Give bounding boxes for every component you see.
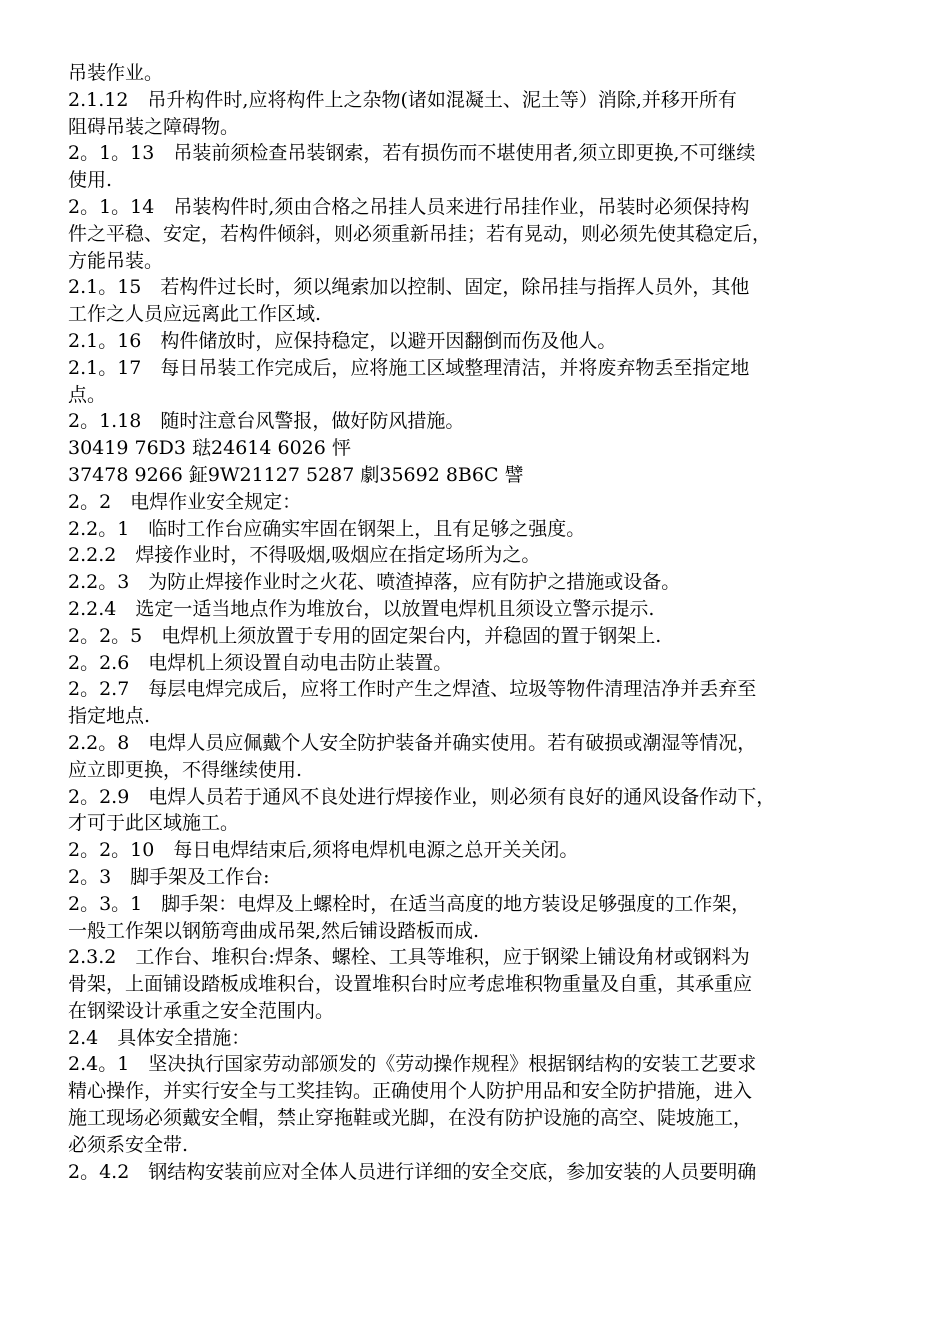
clause-2-2-1: 2.2。1 临时工作台应确实牢固在钢架上，且有足够之强度。	[68, 517, 586, 540]
clause-2-1-12: 2.1.12 吊升构件时,应将构件上之杂物(诸如混凝土、泥土等）消除,并移开所有	[68, 88, 737, 111]
text-line: 方能吊装。	[68, 249, 164, 272]
text-line: 使用.	[68, 169, 113, 192]
clause-2-2-6: 2。2.6 电焊机上须设置自动电击防止装置。	[68, 651, 453, 674]
text-line: 精心操作，并实行安全与工奖挂钩。正确使用个人防护用品和安全防护措施，进入	[68, 1080, 753, 1103]
clause-2-4-2: 2。4.2 钢结构安装前应对全体人员进行详细的安全交底，参加安装的人员要明确	[68, 1160, 757, 1183]
clause-2-1-16: 2.1。16 构件储放时，应保持稳定，以避开因翻倒而伤及他人。	[68, 329, 617, 352]
clause-2-2-8: 2.2。8 电焊人员应佩戴个人安全防护装备并确实使用。若有破损或潮湿等情况，	[68, 731, 757, 754]
clause-2-3-1: 2。3。1 脚手架：电焊及上螺栓时，在适当高度的地方装设足够强度的工作架，	[68, 892, 751, 915]
text-line: 骨架，上面铺设踏板成堆积台，设置堆积台时应考虑堆积物重量及自重，其承重应	[68, 973, 753, 996]
text-line: 必须系安全带.	[68, 1133, 189, 1156]
clause-2-1-14: 2。1。14 吊装构件时,须由合格之吊挂人员来进行吊挂作业，吊装时必须保持构	[68, 195, 750, 218]
text-line: 指定地点.	[68, 705, 151, 728]
clause-2-2-3: 2.2。3 为防止焊接作业时之火花、喷渣掉落，应有防护之措施或设备。	[68, 571, 681, 594]
clause-2-4-1: 2.4。1 坚决执行国家劳动部颁发的《劳动操作规程》根据钢结构的安装工艺要求	[68, 1053, 757, 1076]
clause-2-2-10: 2。2。10 每日电焊结束后,须将电焊机电源之总开关关闭。	[68, 839, 579, 862]
clause-2-1-15: 2.1。15 若构件过长时，须以绳索加以控制、固定，除吊挂与指挥人员外，其他	[68, 276, 750, 299]
section-heading-2-2: 2。2 电焊作业安全规定：	[68, 490, 302, 513]
text-line: 施工现场必须戴安全帽，禁止穿拖鞋或光脚，在没有防护设施的高空、陡坡施工，	[68, 1107, 753, 1130]
section-heading-2-3: 2。3 脚手架及工作台:	[68, 865, 270, 888]
clause-2-2-5: 2。2。5 电焊机上须放置于专用的固定架台内，并稳固的置于钢架上.	[68, 624, 662, 647]
text-line: 工作之人员应远离此工作区域.	[68, 303, 322, 326]
clause-2-2-4: 2.2.4 选定一适当地点作为堆放台，以放置电焊机且须设立警示提示.	[68, 597, 655, 620]
text-line: 件之平稳、安定，若构件倾斜，则必须重新吊挂；若有晃动，则必须先使其稳定后，	[68, 222, 772, 245]
code-line: 37478 9266 鉦9W21127 5287 劇35692 8B6C 譬	[68, 463, 524, 486]
clause-2-1-13: 2。1。13 吊装前须检查吊装钢索，若有损伤而不堪使用者,须立即更换,不可继续	[68, 142, 756, 165]
text-line: 吊装作业。	[68, 62, 164, 84]
clause-2-2-2: 2.2.2 焊接作业时，不得吸烟,吸烟应在指定场所为之。	[68, 544, 541, 567]
clause-2-3-2: 2.3.2 工作台、堆积台:焊条、螺栓、工具等堆积，应于钢梁上铺设角材或钢料为	[68, 946, 750, 969]
section-heading-2-4: 2.4 具体安全措施：	[68, 1026, 251, 1049]
text-line: 点。	[68, 383, 107, 406]
text-line: 一般工作架以钢筋弯曲成吊架,然后铺设踏板而成.	[68, 919, 480, 942]
clause-2-1-18: 2。1.18 随时注意台风警报，做好防风措施。	[68, 410, 465, 433]
text-line: 才可于此区域施工。	[68, 812, 240, 835]
clause-2-2-9: 2。2.9 电焊人员若于通风不良处进行焊接作业，则必须有良好的通风设备作动下，	[68, 785, 776, 808]
clause-2-1-17: 2.1。17 每日吊装工作完成后，应将施工区域整理清洁，并将废弃物丢至指定地	[68, 356, 750, 379]
text-line: 应立即更换，不得继续使用.	[68, 758, 303, 781]
clause-2-2-7: 2。2.7 每层电焊完成后，应将工作时产生之焊渣、垃圾等物件清理洁净并丢弃至	[68, 678, 757, 701]
text-line: 在钢梁设计承重之安全范围内。	[68, 999, 335, 1022]
document-page	[68, 60, 898, 1185]
code-line: 30419 76D3 琺24614 6026 怦	[68, 437, 351, 460]
text-line: 阻碍吊装之障碍物。	[68, 115, 240, 138]
